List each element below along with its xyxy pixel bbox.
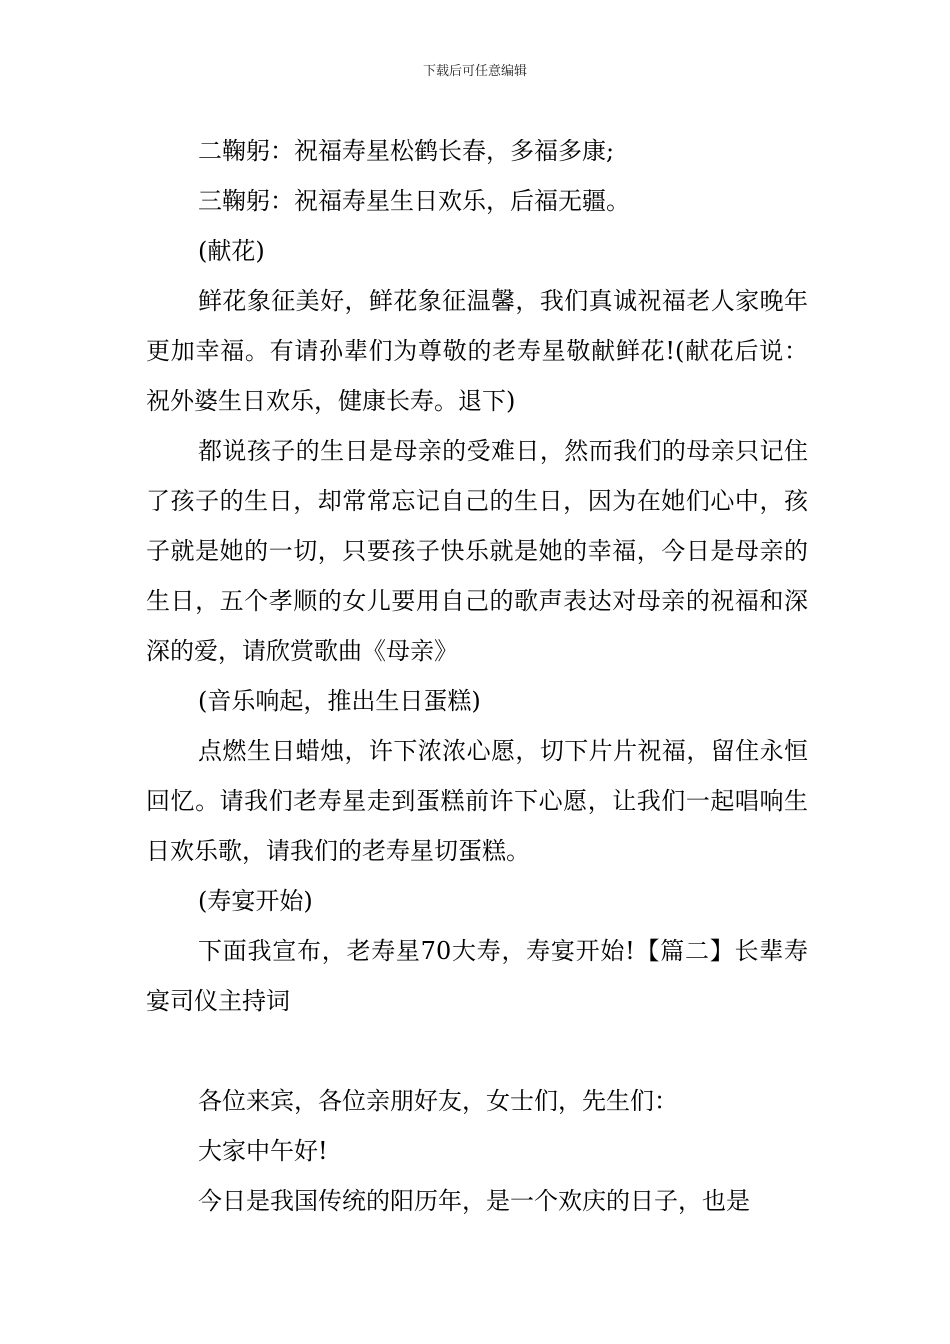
paragraph-greeting-guests: 各位来宾，各位亲朋好友，女士们，先生们： <box>198 1087 678 1115</box>
paragraph-present-flowers: (献花) <box>198 237 265 265</box>
paragraph-mother-birthday: 都说孩子的生日是母亲的受难日，然而我们的母亲只记住了孩子的生日，却常常忘记自己的生日，因为在她们心中，孩子就是她的一切，只要孩子快乐就是她的幸福，今日是母亲的生日，五个孝顺的女儿要用自己的歌声表达对母亲的祝福和深深的爱，请欣赏歌曲《母亲》 <box>146 437 808 665</box>
paragraph-spacer <box>146 1026 808 1076</box>
paragraph-light-candles: 点燃生日蜡烛，许下浓浓心愿，切下片片祝福，留住永恒回忆。请我们老寿星走到蛋糕前许下心愿，让我们一起唱响生日欢乐歌，请我们的老寿星切蛋糕。 <box>146 737 808 865</box>
paragraph-bow-2: 二鞠躬：祝福寿星松鹤长春，多福多康; <box>198 137 615 165</box>
paragraph-banquet-start: (寿宴开始) <box>198 887 313 915</box>
document-body <box>146 126 808 1226</box>
paragraph-new-year: 今日是我国传统的阳历年，是一个欢庆的日子，也是 <box>198 1187 750 1215</box>
paragraph-flowers-speech: 鲜花象征美好，鲜花象征温馨，我们真诚祝福老人家晚年更加幸福。有请孙辈们为尊敬的老寿星敬献鲜花!(献花后说：祝外婆生日欢乐，健康长寿。退下) <box>146 287 808 415</box>
page-header-note: 下载后可任意编辑 <box>422 64 527 79</box>
paragraph-announcement: 下面我宣布，老寿星70大寿，寿宴开始!【篇二】长辈寿宴司仪主持词 <box>146 937 808 1015</box>
paragraph-music-cake: (音乐响起，推出生日蛋糕) <box>198 687 481 715</box>
paragraph-good-noon: 大家中午好! <box>198 1137 328 1165</box>
paragraph-bow-3: 三鞠躬：祝福寿星生日欢乐，后福无疆。 <box>198 187 630 215</box>
